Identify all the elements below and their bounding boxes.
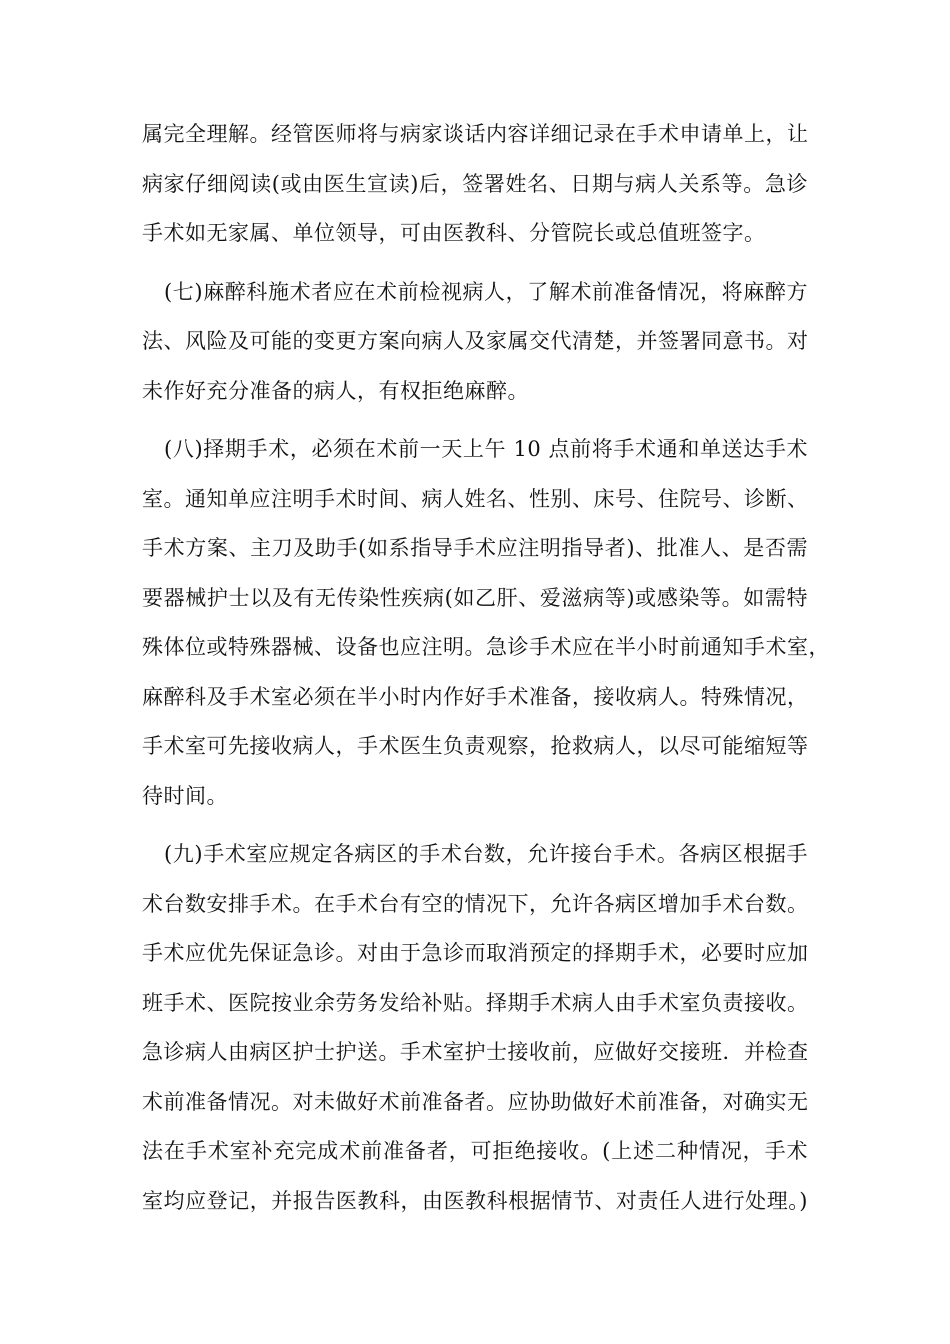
document-body (142, 110, 830, 1226)
text-line: 手术室可先接收病人，手术医生负责观察，抢救病人，以尽可能缩短等 (142, 734, 809, 758)
text-line: (七)麻醉科施术者应在术前检视病人，了解术前准备情况，将麻醉方 (164, 279, 808, 304)
text-line: 室。通知单应注明手术时间、病人姓名、性别、床号、住院号、诊断、 (142, 486, 809, 511)
text-line: 术台数安排手术。在手术台有空的情况下，允许各病区增加手术台数。 (142, 891, 809, 916)
text-line: 要器械护士以及有无传染性疾病(如乙肝、爱滋病等)或感染等。如需特 (142, 585, 808, 610)
text-line: 法在手术室补充完成术前准备者，可拒绝接收。(上述二种情况，手术 (142, 1139, 808, 1163)
paragraph-elective-surgery (142, 425, 830, 821)
text-line: 待时间。 (142, 783, 228, 808)
text-line: 属完全理解。经管医师将与病家谈话内容详细记录在手术申请单上，让 (142, 122, 809, 146)
text-line: 麻醉科及手术室必须在半小时内作好手术准备，接收病人。特殊情况， (142, 684, 809, 709)
paragraph-operating-room-schedule (142, 830, 808, 1226)
text-line: 病家仔细阅读(或由医生宣读)后，签署姓名、日期与病人关系等。急诊 (142, 171, 808, 196)
paragraph-anesthesia (142, 268, 808, 417)
text-line: 班手术、医院按业余劳务发给补贴。择期手术病人由手术室负责接收。 (142, 990, 809, 1015)
text-line: 手术应优先保证急诊。对由于急诊而取消预定的择期手术，必要时应加 (142, 941, 809, 965)
text-line: 手术如无家属、单位领导，可由医教科、分管院长或总值班签字。 (142, 221, 766, 245)
text-line: 殊体位或特殊器械、设备也应注明。急诊手术应在半小时前通知手术室， (142, 635, 830, 659)
text-line: 室均应登记，并报告医教科，由医教科根据情节、对责任人进行处理。) (142, 1188, 808, 1213)
paragraph-consent-continuation (142, 110, 808, 259)
text-line: 手术方案、主刀及助手(如系指导手术应注明指导者)、批准人、是否需 (142, 536, 808, 560)
text-line: (九)手术室应规定各病区的手术台数，允许接台手术。各病区根据手 (164, 842, 808, 866)
text-line: 法、风险及可能的变更方案向病人及家属交代清楚，并签署同意书。对 (142, 329, 809, 353)
text-line: (八)择期手术，必须在术前一天上午 10 点前将手术通和单送达手术 (164, 437, 808, 461)
text-line: 急诊病人由病区护士护送。手术室护士接收前，应做好交接班．并检查 (142, 1040, 809, 1064)
text-line: 未作好充分准备的病人，有权拒绝麻醉。 (142, 378, 529, 403)
text-line: 术前准备情况。对未做好术前准备者。应协助做好术前准备，对确实无 (142, 1089, 809, 1114)
